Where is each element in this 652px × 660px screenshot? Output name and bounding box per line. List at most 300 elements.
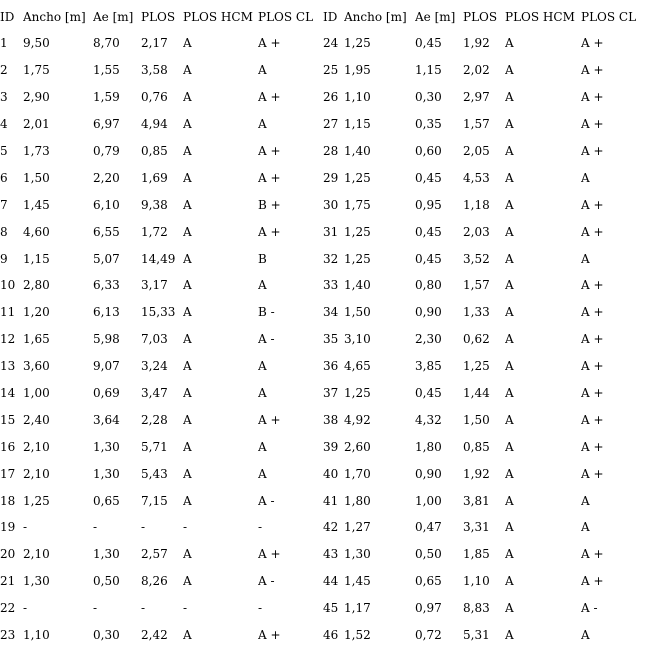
table-row [0,514,650,541]
cell-id-right: 27 [323,117,339,132]
cell-ancho-left: 2,10 [23,547,50,562]
cell-id-right: 37 [323,386,339,401]
cell-plos-hcm-right: A [505,412,514,427]
table-row [0,164,650,191]
cell-plos-left: 14,49 [141,251,176,266]
cell-ancho-right: 1,70 [344,466,371,481]
cell-plos-left: - [141,520,146,535]
cell-plos-right: 3,31 [463,520,490,535]
cell-ancho-left: 1,75 [23,63,50,78]
column-header-ancho-right: Ancho [m] [344,10,407,24]
cell-ancho-right: 1,25 [344,386,371,401]
cell-id-left: 22 [0,601,16,616]
cell-ancho-left: 9,50 [23,36,50,51]
cell-plos-hcm-right: A [505,197,514,212]
cell-plos-cl-right: A + [581,224,604,239]
cell-id-right: 35 [323,332,339,347]
cell-ancho-right: 1,10 [344,90,371,105]
cell-ae-left: 1,59 [93,90,120,105]
cell-plos-left: 2,42 [141,628,168,643]
cell-ancho-right: 1,40 [344,278,371,293]
cell-ae-left: - [93,520,98,535]
cell-plos-left: 3,24 [141,359,168,374]
cell-id-right: 43 [323,547,339,562]
table-row [0,191,650,218]
column-header-id-right: ID [323,10,338,24]
cell-plos-cl-left: A + [258,412,281,427]
cell-ae-right: 0,45 [415,386,442,401]
cell-plos-hcm-left: A [183,493,192,508]
cell-ae-left: 6,10 [93,197,120,212]
cell-plos-hcm-left: A [183,574,192,589]
cell-plos-hcm-left: A [183,251,192,266]
cell-plos-hcm-left: A [183,117,192,132]
cell-plos-cl-left: A + [258,170,281,185]
cell-ae-right: 0,45 [415,251,442,266]
cell-ancho-left: - [23,520,28,535]
cell-plos-hcm-right: A [505,520,514,535]
cell-plos-hcm-left: A [183,439,192,454]
cell-plos-hcm-left: A [183,224,192,239]
cell-ae-right: 1,15 [415,63,442,78]
cell-plos-right: 1,18 [463,197,490,212]
cell-ae-right: 0,35 [415,117,442,132]
cell-ae-right: 0,45 [415,36,442,51]
cell-plos-hcm-left: - [183,520,188,535]
cell-plos-left: 4,94 [141,117,168,132]
cell-ancho-right: 1,25 [344,36,371,51]
cell-plos-cl-left: A [258,117,267,132]
cell-ae-left: 0,65 [93,493,120,508]
cell-id-right: 31 [323,224,339,239]
cell-ae-right: 0,45 [415,224,442,239]
cell-plos-left: 5,43 [141,466,168,481]
cell-ancho-left: 2,10 [23,466,50,481]
cell-id-left: 21 [0,574,16,589]
cell-id-left: 1 [0,36,8,51]
cell-plos-right: 1,33 [463,305,490,320]
cell-plos-hcm-right: A [505,439,514,454]
cell-plos-right: 1,57 [463,278,490,293]
table-row [0,30,650,57]
cell-id-right: 30 [323,197,339,212]
cell-plos-right: 4,53 [463,170,490,185]
cell-plos-cl-left: A - [258,493,275,508]
cell-plos-hcm-right: A [505,386,514,401]
cell-plos-cl-left: B - [258,305,275,320]
plos-table-container [0,4,652,660]
cell-plos-cl-right: A [581,493,590,508]
cell-plos-cl-right: A + [581,305,604,320]
cell-ancho-left: 1,45 [23,197,50,212]
cell-id-left: 10 [0,278,16,293]
cell-plos-hcm-left: A [183,332,192,347]
cell-plos-left: 3,17 [141,278,168,293]
cell-plos-left: 8,26 [141,574,168,589]
cell-plos-hcm-left: A [183,278,192,293]
table-row [0,245,650,272]
cell-ae-right: 0,90 [415,305,442,320]
cell-ae-right: 1,80 [415,439,442,454]
cell-plos-hcm-right: A [505,493,514,508]
cell-ae-left: 1,55 [93,63,120,78]
cell-id-left: 20 [0,547,16,562]
cell-id-right: 34 [323,305,339,320]
cell-ae-right: 0,45 [415,170,442,185]
cell-plos-cl-right: A - [581,601,598,616]
cell-plos-right: 1,10 [463,574,490,589]
cell-plos-hcm-left: A [183,90,192,105]
cell-id-left: 15 [0,412,16,427]
cell-ancho-right: 1,25 [344,224,371,239]
cell-ae-right: 1,00 [415,493,442,508]
cell-plos-left: 7,15 [141,493,168,508]
cell-plos-cl-left: A + [258,547,281,562]
cell-ancho-left: 1,00 [23,386,50,401]
cell-ancho-right: 1,25 [344,251,371,266]
cell-plos-right: 2,05 [463,144,490,158]
cell-ancho-left: 2,80 [23,278,50,293]
cell-id-left: 7 [0,197,8,212]
cell-plos-hcm-right: A [505,574,514,589]
cell-id-right: 28 [323,144,339,158]
table-row [0,326,650,353]
cell-plos-cl-left: B [258,251,267,266]
table-row [0,218,650,245]
cell-ancho-right: 1,45 [344,574,371,589]
cell-ancho-right: 1,25 [344,170,371,185]
cell-plos-right: 1,92 [463,466,490,481]
cell-id-right: 41 [323,493,339,508]
cell-plos-cl-right: A + [581,332,604,347]
cell-id-left: 11 [0,305,16,320]
cell-id-right: 24 [323,36,339,51]
cell-plos-left: 2,28 [141,412,168,427]
cell-id-left: 16 [0,439,16,454]
cell-ancho-right: 3,10 [344,332,371,347]
cell-ae-left: 9,07 [93,359,120,374]
cell-ancho-left: 2,90 [23,90,50,105]
cell-plos-cl-right: A + [581,144,604,158]
cell-ae-left: 1,30 [93,466,120,481]
cell-plos-right: 0,85 [463,439,490,454]
cell-ancho-right: 4,92 [344,412,371,427]
cell-plos-hcm-right: A [505,224,514,239]
cell-id-left: 3 [0,90,8,105]
cell-id-left: 17 [0,466,16,481]
cell-plos-cl-left: A [258,466,267,481]
cell-plos-left: 2,17 [141,36,168,51]
cell-plos-right: 1,25 [463,359,490,374]
cell-plos-cl-left: A [258,359,267,374]
cell-plos-cl-left: A + [258,36,281,51]
cell-plos-hcm-right: A [505,601,514,616]
cell-id-left: 19 [0,520,16,535]
cell-ae-left: 2,20 [93,170,120,185]
column-header-ancho-left: Ancho [m] [23,10,86,24]
cell-ancho-right: 2,60 [344,439,371,454]
table-row [0,541,650,568]
cell-ancho-right: 1,15 [344,117,371,132]
cell-plos-cl-right: A + [581,412,604,427]
cell-plos-hcm-right: A [505,36,514,51]
cell-plos-cl-left: A + [258,144,281,158]
cell-ae-left: 0,79 [93,144,120,158]
cell-plos-hcm-right: A [505,117,514,132]
cell-ae-right: 0,90 [415,466,442,481]
cell-plos-cl-right: A + [581,278,604,293]
table-row [0,111,650,138]
cell-plos-hcm-left: A [183,170,192,185]
cell-plos-hcm-left: A [183,359,192,374]
cell-ancho-right: 1,95 [344,63,371,78]
cell-plos-hcm-right: A [505,547,514,562]
cell-plos-cl-left: A [258,278,267,293]
cell-id-right: 33 [323,278,339,293]
cell-ancho-left: 1,65 [23,332,50,347]
cell-ae-right: 3,85 [415,359,442,374]
cell-ae-right: 0,65 [415,574,442,589]
cell-plos-left: 9,38 [141,197,168,212]
cell-ae-left: 3,64 [93,412,120,427]
cell-ancho-left: 1,73 [23,144,50,158]
table-row [0,622,650,649]
table-body [0,30,650,648]
column-header-plos-left: PLOS [141,10,176,24]
cell-plos-left: 0,85 [141,144,168,158]
cell-plos-hcm-right: A [505,278,514,293]
cell-id-left: 6 [0,170,8,185]
cell-ancho-right: 1,30 [344,547,371,562]
header-row [0,4,650,30]
table-row [0,380,650,407]
cell-plos-left: 1,72 [141,224,168,239]
cell-id-left: 4 [0,117,8,132]
cell-ae-left: 0,30 [93,628,120,643]
cell-plos-hcm-right: A [505,170,514,185]
column-header-plos-hcm-right: PLOS HCM [505,10,575,24]
cell-plos-hcm-right: A [505,628,514,643]
column-header-ae-right: Ae [m] [415,10,456,24]
cell-id-right: 40 [323,466,339,481]
column-header-plos-hcm-left: PLOS HCM [183,10,253,24]
plos-table [0,4,650,648]
cell-id-left: 18 [0,493,16,508]
table-row [0,406,650,433]
table-row [0,460,650,487]
cell-ae-left: 0,69 [93,386,120,401]
cell-plos-hcm-right: A [505,332,514,347]
cell-ancho-left: 1,30 [23,574,50,589]
cell-ancho-right: 4,65 [344,359,371,374]
cell-ae-right: 0,60 [415,144,442,158]
table-header [0,4,650,30]
cell-plos-cl-right: A + [581,197,604,212]
cell-plos-cl-left: A [258,386,267,401]
cell-plos-cl-left: B + [258,197,281,212]
cell-plos-cl-right: A + [581,36,604,51]
cell-ae-left: 6,33 [93,278,120,293]
cell-plos-left: 5,71 [141,439,168,454]
cell-plos-left: 1,69 [141,170,168,185]
cell-plos-right: 1,85 [463,547,490,562]
table-row [0,595,650,622]
cell-plos-cl-left: - [258,601,263,616]
cell-ancho-left: 3,60 [23,359,50,374]
cell-id-left: 9 [0,251,8,266]
cell-plos-hcm-right: A [505,359,514,374]
cell-id-right: 44 [323,574,339,589]
cell-id-right: 26 [323,90,339,105]
cell-plos-right: 1,44 [463,386,490,401]
table-row [0,433,650,460]
table-row [0,57,650,84]
cell-plos-cl-left: A + [258,628,281,643]
cell-ancho-right: 1,75 [344,197,371,212]
cell-ae-left: 1,30 [93,547,120,562]
cell-ae-right: 0,72 [415,628,442,643]
cell-ae-right: 0,50 [415,547,442,562]
cell-ae-left: 5,98 [93,332,120,347]
cell-ancho-right: 1,50 [344,305,371,320]
cell-id-left: 23 [0,628,16,643]
cell-plos-right: 1,50 [463,412,490,427]
cell-ae-right: 4,32 [415,412,442,427]
cell-ae-left: 0,50 [93,574,120,589]
cell-plos-cl-left: - [258,520,263,535]
cell-ae-left: 8,70 [93,36,120,51]
cell-plos-hcm-left: A [183,305,192,320]
cell-plos-cl-left: A [258,63,267,78]
cell-plos-left: 7,03 [141,332,168,347]
cell-plos-cl-right: A + [581,466,604,481]
cell-plos-right: 3,81 [463,493,490,508]
cell-id-right: 46 [323,628,339,643]
cell-ae-right: 0,47 [415,520,442,535]
cell-ancho-left: 1,10 [23,628,50,643]
cell-plos-hcm-left: A [183,36,192,51]
cell-plos-hcm-left: A [183,144,192,158]
cell-plos-cl-left: A [258,439,267,454]
cell-ae-right: 0,95 [415,197,442,212]
cell-ancho-right: 1,27 [344,520,371,535]
cell-ancho-left: 2,01 [23,117,50,132]
table-row [0,487,650,514]
cell-plos-right: 0,62 [463,332,490,347]
cell-id-right: 38 [323,412,339,427]
cell-plos-cl-right: A + [581,117,604,132]
cell-id-left: 14 [0,386,16,401]
cell-ae-right: 2,30 [415,332,442,347]
cell-id-right: 45 [323,601,339,616]
cell-ae-left: 5,07 [93,251,120,266]
cell-plos-cl-right: A + [581,90,604,105]
cell-plos-right: 2,03 [463,224,490,239]
cell-ancho-right: 1,17 [344,601,371,616]
cell-plos-right: 5,31 [463,628,490,643]
table-row [0,84,650,111]
column-header-plos-right: PLOS [463,10,498,24]
cell-plos-left: 2,57 [141,547,168,562]
cell-ancho-right: 1,80 [344,493,371,508]
table-row [0,138,650,165]
cell-ancho-left: 2,40 [23,412,50,427]
cell-plos-cl-right: A + [581,63,604,78]
cell-plos-cl-right: A + [581,547,604,562]
cell-plos-cl-right: A + [581,359,604,374]
cell-ancho-left: 4,60 [23,224,50,239]
cell-plos-cl-right: A [581,520,590,535]
cell-plos-hcm-left: A [183,197,192,212]
cell-id-right: 32 [323,251,339,266]
column-header-plos-cl-right: PLOS CL [581,10,637,24]
cell-plos-right: 1,57 [463,117,490,132]
cell-id-right: 25 [323,63,339,78]
cell-plos-cl-left: A - [258,332,275,347]
column-header-plos-cl-left: PLOS CL [258,10,314,24]
cell-plos-left: 3,58 [141,63,168,78]
cell-plos-hcm-left: A [183,63,192,78]
cell-ae-right: 0,30 [415,90,442,105]
cell-ancho-right: 1,52 [344,628,371,643]
table-row [0,299,650,326]
cell-ae-right: 0,97 [415,601,442,616]
cell-plos-right: 8,83 [463,601,490,616]
table-row [0,272,650,299]
table-row [0,568,650,595]
cell-ancho-right: 1,40 [344,144,371,158]
cell-ancho-left: 1,20 [23,305,50,320]
cell-id-left: 2 [0,63,8,78]
cell-plos-cl-left: A - [258,574,275,589]
cell-plos-cl-right: A [581,251,590,266]
cell-plos-cl-right: A [581,628,590,643]
cell-plos-hcm-right: A [505,305,514,320]
cell-plos-hcm-right: A [505,63,514,78]
cell-plos-right: 3,52 [463,251,490,266]
cell-ae-left: 6,13 [93,305,120,320]
cell-plos-right: 2,02 [463,63,490,78]
cell-id-right: 36 [323,359,339,374]
cell-plos-hcm-right: A [505,144,514,158]
cell-plos-hcm-left: A [183,547,192,562]
cell-ancho-left: 1,25 [23,493,50,508]
cell-ancho-left: 1,15 [23,251,50,266]
cell-ae-left: 1,30 [93,439,120,454]
cell-plos-hcm-left: A [183,386,192,401]
table-row [0,353,650,380]
cell-ancho-left: 1,50 [23,170,50,185]
cell-plos-cl-right: A + [581,386,604,401]
cell-plos-right: 2,97 [463,90,490,105]
cell-plos-cl-right: A + [581,574,604,589]
cell-id-right: 42 [323,520,339,535]
cell-plos-hcm-left: A [183,628,192,643]
cell-id-left: 13 [0,359,16,374]
cell-ae-left: 6,97 [93,117,120,132]
column-header-ae-left: Ae [m] [93,10,134,24]
cell-plos-cl-right: A + [581,439,604,454]
cell-plos-hcm-left: - [183,601,188,616]
cell-ae-left: - [93,601,98,616]
cell-id-left: 8 [0,224,8,239]
cell-id-left: 12 [0,332,16,347]
cell-plos-left: 15,33 [141,305,176,320]
column-header-id-left: ID [0,10,15,24]
cell-plos-cl-left: A + [258,90,281,105]
cell-ae-left: 6,55 [93,224,120,239]
cell-plos-hcm-left: A [183,466,192,481]
